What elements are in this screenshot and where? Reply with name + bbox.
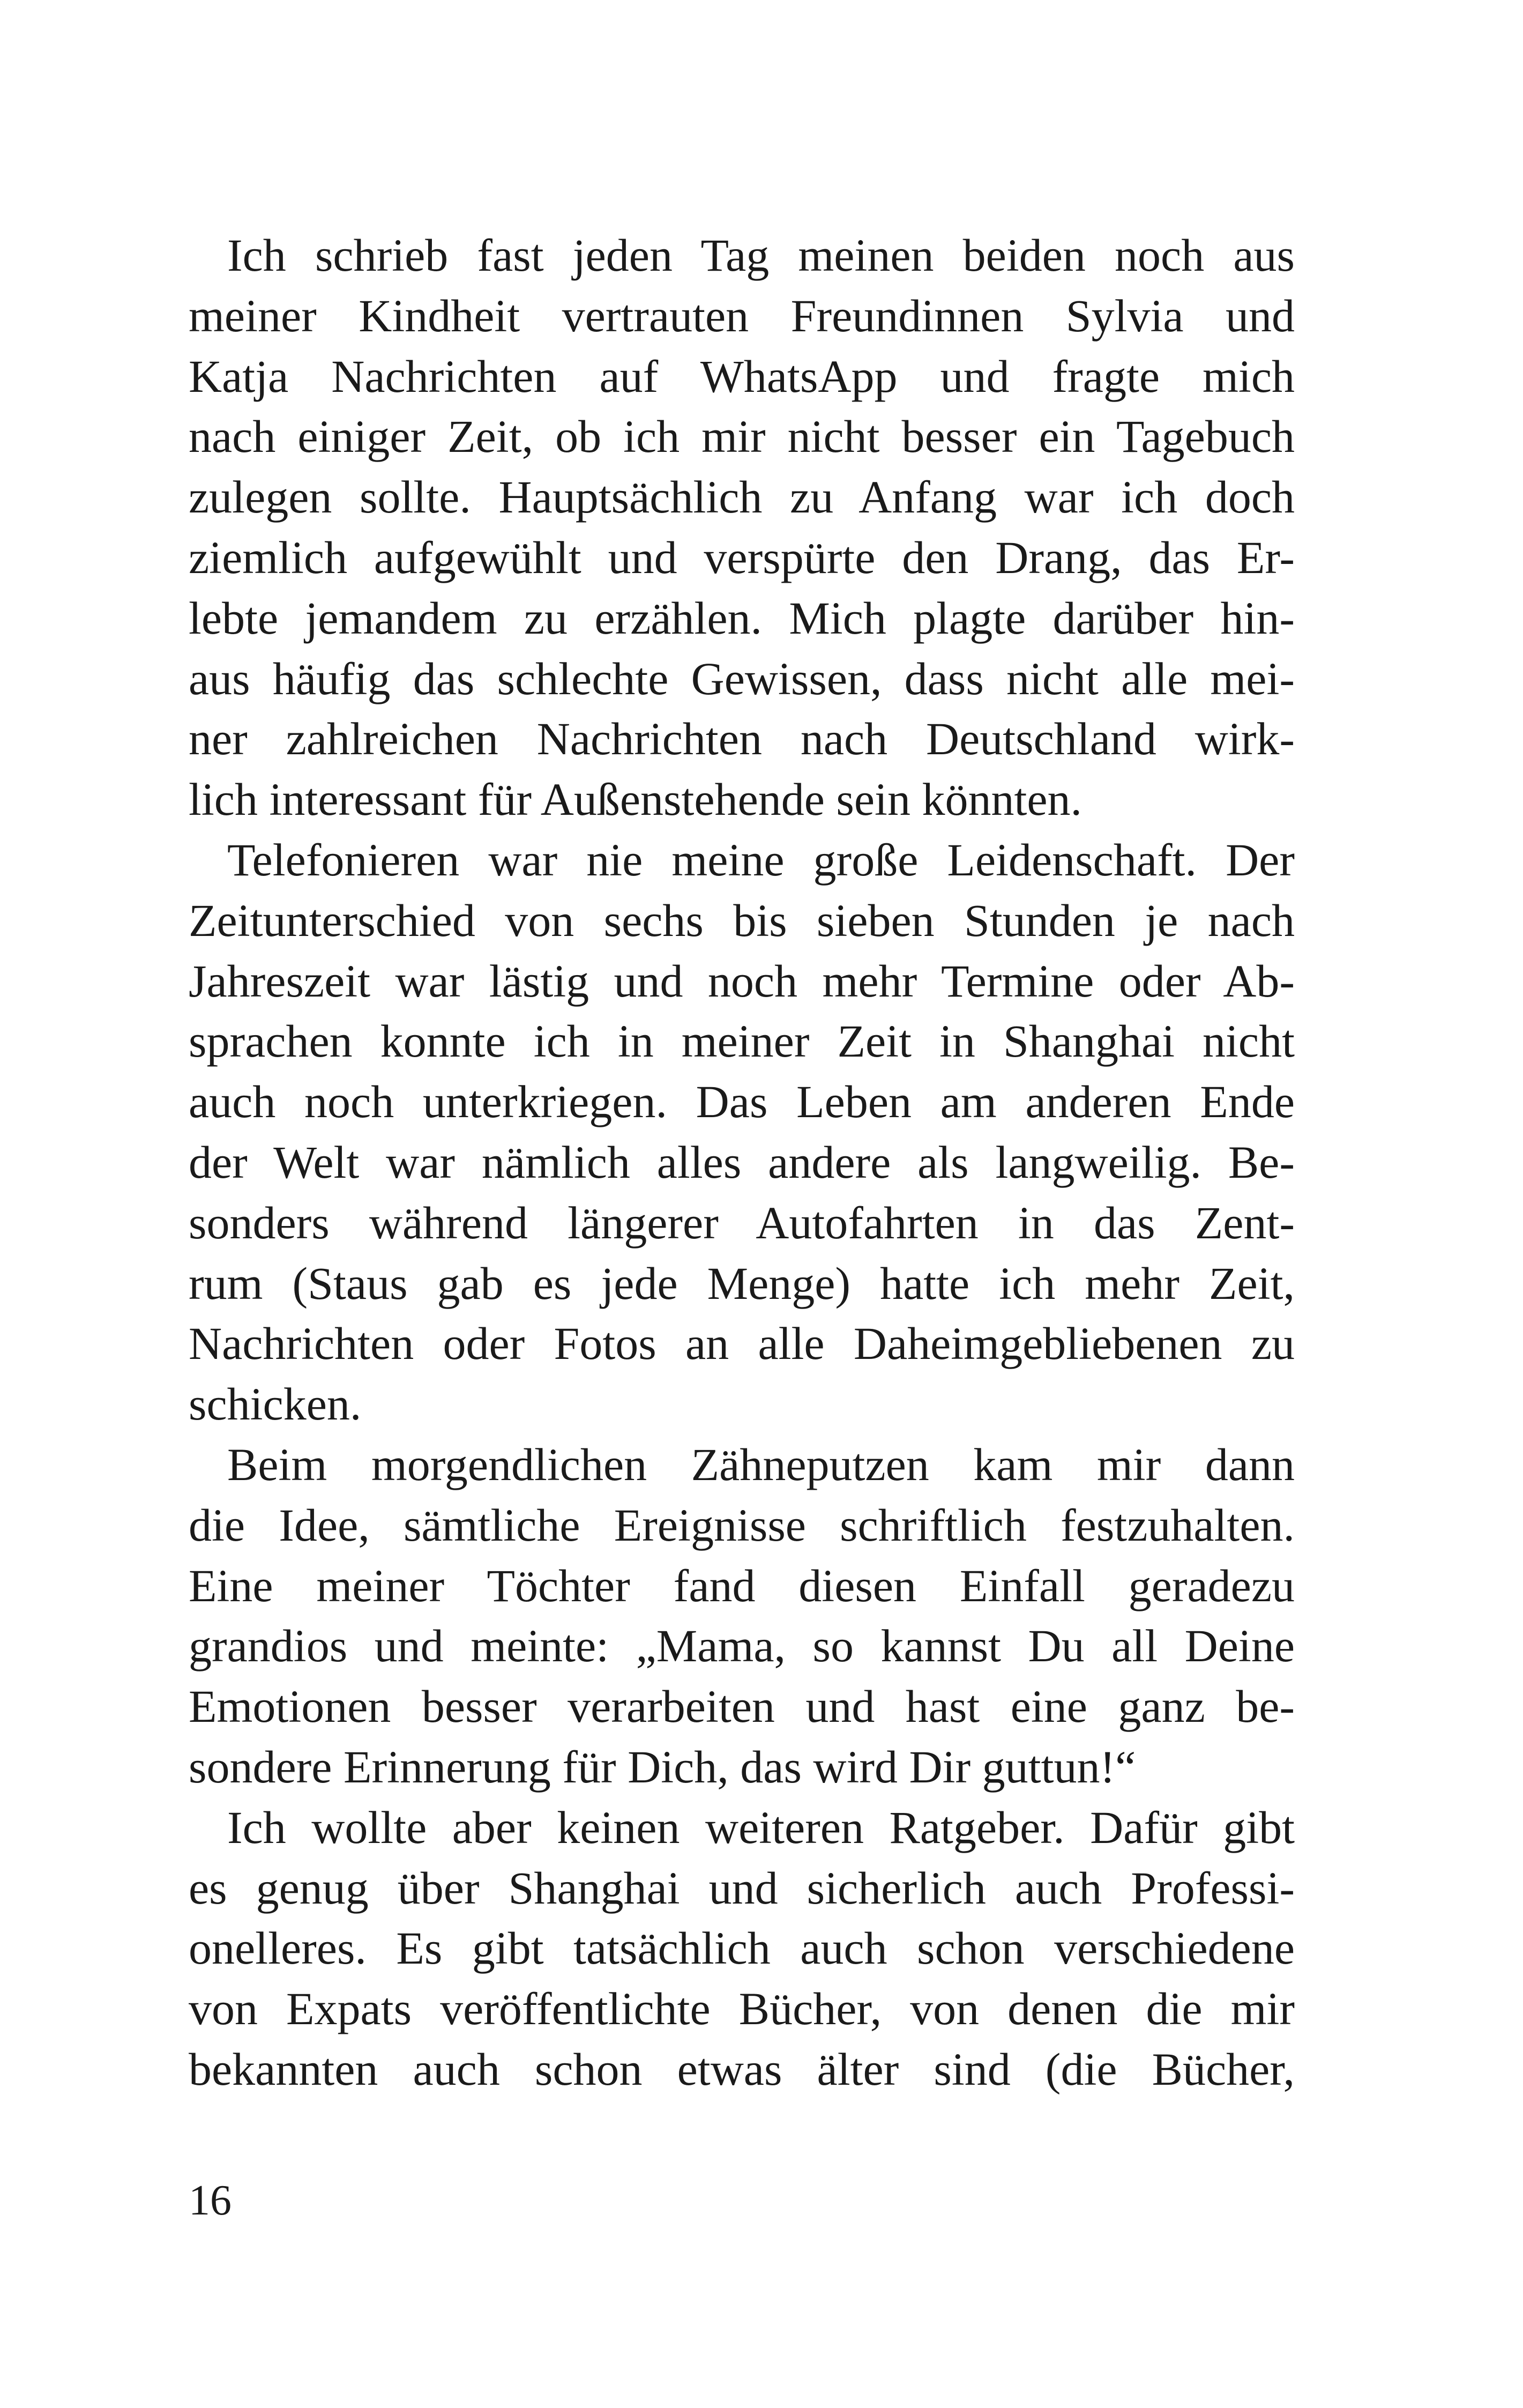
text-line: Jahreszeit war lästig und noch mehr Termine oder Ab- xyxy=(189,955,1295,1007)
text-line: Ich schrieb fast jeden Tag meinen beiden noch aus xyxy=(227,229,1295,281)
text-line: zulegen sollte. Hauptsächlich zu Anfang war ich doch xyxy=(189,471,1295,523)
text-line: onelleres. Es gibt tatsächlich auch schon verschiedene xyxy=(189,1922,1295,1974)
text-line: meiner Kindheit vertrauten Freundinnen Sylvia und xyxy=(189,289,1295,341)
text-line: schicken. xyxy=(189,1378,362,1430)
text-line: Telefonieren war nie meine große Leidenschaft. Der xyxy=(227,834,1295,886)
text-line: Emotionen besser verarbeiten und hast eine ganz be- xyxy=(189,1681,1295,1733)
text-line: Ich wollte aber keinen weiteren Ratgeber. Dafür gibt xyxy=(227,1801,1295,1853)
text-line: ziemlich aufgewühlt und verspürte den Drang, das Er- xyxy=(189,531,1295,583)
text-line: die Idee, sämtliche Ereignisse schriftlich festzuhalten. xyxy=(189,1499,1295,1551)
text-line: Zeitunterschied von sechs bis sieben Stunden je nach xyxy=(189,894,1295,946)
text-line: auch noch unterkriegen. Das Leben am anderen Ende xyxy=(189,1076,1295,1128)
text-line: bekannten auch schon etwas älter sind (die Bücher, xyxy=(189,2043,1295,2095)
text-line: Eine meiner Töchter fand diesen Einfall geradezu xyxy=(189,1559,1295,1611)
text-line: sonders während längerer Autofahrten in das Zent- xyxy=(189,1196,1295,1248)
paragraph-2 xyxy=(189,830,1295,1435)
text-line: es genug über Shanghai und sicherlich auch Professi- xyxy=(189,1862,1295,1914)
text-line: lebte jemandem zu erzählen. Mich plagte darüber hin- xyxy=(189,592,1295,644)
text-line: Beim morgendlichen Zähneputzen kam mir dann xyxy=(227,1438,1295,1490)
text-line: aus häufig das schlechte Gewissen, dass nicht alle mei- xyxy=(189,652,1295,704)
text-line: grandios und meinte: „Mama, so kannst Du all Deine xyxy=(189,1620,1295,1672)
text-line: sondere Erinnerung für Dich, das wird Dir guttun!“ xyxy=(189,1741,1136,1793)
text-line: Katja Nachrichten auf WhatsApp und fragte mich xyxy=(189,350,1295,402)
paragraph-1 xyxy=(189,225,1295,830)
text-line: sprachen konnte ich in meiner Zeit in Shanghai nicht xyxy=(189,1015,1295,1067)
text-line: rum (Staus gab es jede Menge) hatte ich mehr Zeit, xyxy=(189,1257,1295,1309)
text-line: nach einiger Zeit, ob ich mir nicht besser ein Tagebuch xyxy=(189,411,1295,463)
text-line: ner zahlreichen Nachrichten nach Deutschland wirk- xyxy=(189,713,1295,765)
text-line: Nachrichten oder Fotos an alle Daheimgebliebenen zu xyxy=(189,1318,1295,1370)
page-number: 16 xyxy=(189,2177,232,2224)
body-text xyxy=(189,225,1295,2100)
paragraph-3 xyxy=(189,1435,1295,1797)
text-line: der Welt war nämlich alles andere als langweilig. Be- xyxy=(189,1136,1295,1188)
text-line: lich interessant für Außenstehende sein könnten. xyxy=(189,774,1082,826)
text-line: von Expats veröffentlichte Bücher, von denen die mir xyxy=(189,1983,1295,2035)
paragraph-4 xyxy=(189,1797,1295,2100)
